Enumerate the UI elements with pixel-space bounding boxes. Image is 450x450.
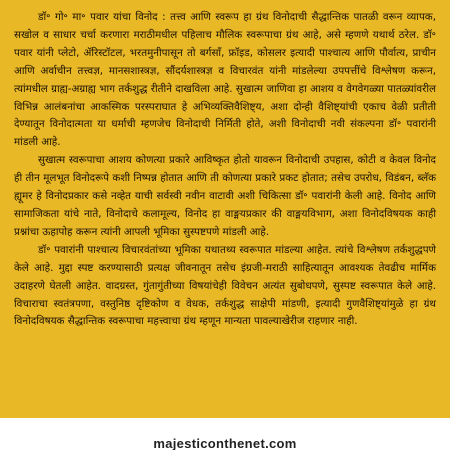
blurb-paragraph-1: डॉ॰ गो॰ मा॰ पवार यांचा विनोद : तत्त्व आणि स्वरूप हा ग्रंथ विनोदाची सैद्धान्तिक पातळी वरून व्यापक, सखोल व साधार चर्चा करणारा मराठीमधील पहिलाच मौलिक स्वरूपाचा ग्रंथ आहे, असे म्हणणे यथार्थ ठरेल. डॉ॰ पवार यांनी प्लेटो, ॲरिस्टॉटल, भरतमुनीपासून तो बर्गसाँ, फ्रॉइड, कोसलर इत्यादी पाश्चात्य आणि पौर्वात्य, प्राचीन आणि अर्वाचीन तत्त्वज्ञ, मानसशास्त्रज्ञ, सौंदर्यशास्त्रज्ञ व विचारवंत यांनी मांडलेल्या उपपत्तींचे विश्लेषण करून, त्यांमधील ग्राह्य-अग्राह्य भाग तर्कशुद्ध रीतीने दाखविला आहे. सुखात्म जाणिवा हा आशय व वेगवेगळ्या पातळ्यांवरील विभिन्न आलंबनांचा आकस्मिक परस्पराघात हे अभिव्यक्तिवैशिष्ट्य, अशा दोन्ही वैशिष्ट्यांची एकाच वेळी प्रतीती देण्यातून विनोदात्मता या धर्माची म्हणजेच विनोदाची निर्मिती होते, अशी विनोदाची नवी संकल्पना डॉ॰ पवारांनी मांडली आहे. <box>14 11 436 149</box>
blurb-paragraph-3: डॉ॰ पवारांनी पाश्चात्य विचारवंतांच्या भूमिका यथातथ्य स्वरूपात मांडल्या आहेत. त्यांचे विश्लेषण तर्कशुद्धपणे केले आहे. मुद्दा स्पष्ट करण्यासाठी प्रत्यक्ष जीवनातून तसेच इंग्रजी-मराठी साहित्यातून आवश्यक तेवढीच मार्मिक उदाहरणे घेतली आहेत. वादग्रस्त, गुंतागुंतीच्या विषयांचेही विवेचन अत्यंत सुबोधपणे, सुस्पष्ट स्वरूपात केले आहे. विचाराचा स्वतंत्रपणा, वस्तुनिष्ठ दृष्टिकोण व वेधक, तर्कशुद्ध साक्षेपी मांडणी, इत्यादी गुणवैशिष्ट्यांमुळे हा ग्रंथ विनोदविषयक सैद्धान्तिक स्वरूपाचा महत्त्वाचा ग्रंथ म्हणून मान्यता पावल्याखेरीज राहणार नाही. <box>14 243 436 328</box>
watermark-url: majesticonthenet.com <box>153 436 297 450</box>
blurb-paragraph-2: सुखात्म स्वरूपाचा आशय कोणत्या प्रकारे आविष्कृत होतो यावरून विनोदाची उपहास, कोटी व केवल विनोद ही तीन मूलभूत विनोदरूपे कशी निष्पन्न होतात आणि ती कोणत्या प्रकारे प्रकट होतात; तसेच उपरोध, विडंबन, ब्लॅक ह्यूमर हे विनोदप्रकार कसे नव्हेत याची सर्वस्वी नवीन वाटावी अशी चिकित्सा डॉ॰ पवारांनी केली आहे. विनोद आणि सामाजिकता यांचे नाते, विनोदाचे कलामूल्य, विनोद हा वाङ्मयप्रकार की वाङ्मयविभाग, अशा विनोदविषयक काही प्रश्नांचा ऊहापोह करून त्यांनी आपली भूमिका सुस्पष्टपणे मांडली आहे. <box>14 154 436 238</box>
